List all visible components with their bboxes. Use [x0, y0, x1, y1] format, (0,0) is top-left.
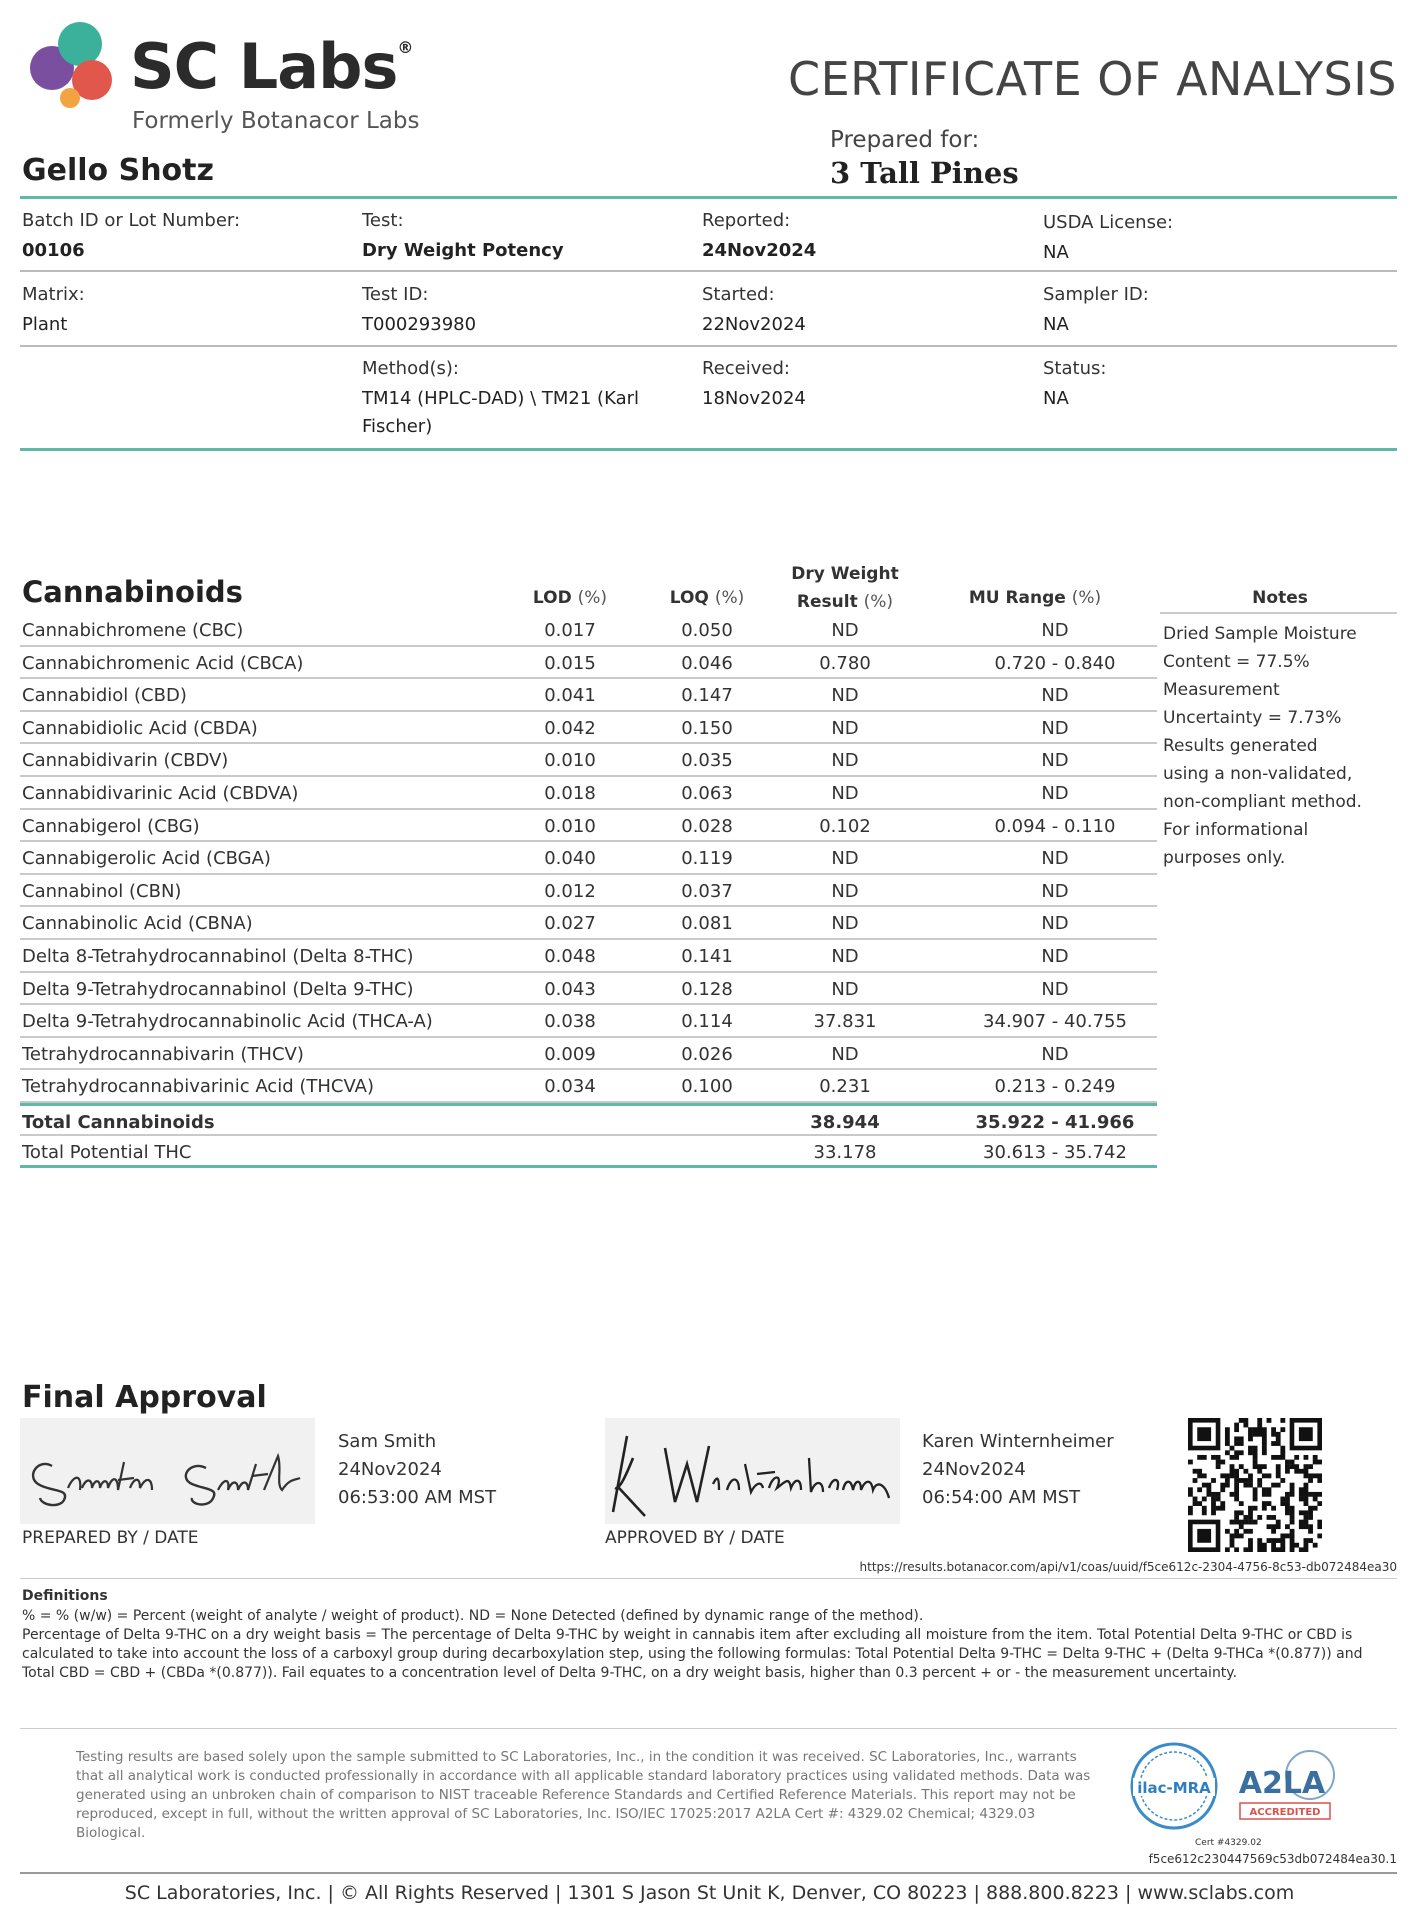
cell-mu: 0.213 - 0.249 [994, 1076, 1116, 1098]
approved-by-details: Karen Winternheimer 24Nov2024 06:54:00 AM MST [922, 1431, 1114, 1508]
cell-mu: ND [1041, 913, 1069, 935]
analyte-name: Cannabichromene (CBC) [22, 620, 244, 641]
methods-info: Method(s): TM14 (HPLC-DAD) \ TM21 (Karl Fischer) [362, 358, 639, 437]
cell-loq: 0.028 [681, 815, 733, 837]
cell-mu: ND [1041, 620, 1069, 641]
table-row [20, 1136, 1157, 1169]
cell-lod: 0.048 [544, 945, 596, 967]
analyte-name: Tetrahydrocannabivarin (THCV) [22, 1043, 304, 1065]
analyte-name: Cannabigerolic Acid (CBGA) [22, 848, 271, 870]
ilac-mra-logo-icon [1125, 1740, 1223, 1832]
status-info: Status: NA [1043, 358, 1107, 409]
prepared-signature-icon [20, 1418, 315, 1524]
analyte-name: Delta 9-Tetrahydrocannabinol (Delta 9-THC) [22, 978, 414, 1000]
reported-info: Reported: 24Nov2024 [702, 210, 817, 261]
info-bottom-divider [20, 448, 1397, 451]
cell-loq: 0.081 [681, 913, 733, 935]
cell-loq: 0.037 [681, 880, 733, 902]
cell-lod: 0.015 [544, 652, 596, 674]
cell-lod: 0.018 [544, 782, 596, 804]
analyte-name: Cannabichromenic Acid (CBCA) [22, 652, 304, 674]
cell-lod: 0.027 [544, 913, 596, 935]
cell-result: 38.944 [810, 1111, 880, 1133]
table-row [20, 875, 1157, 908]
cell-lod: 0.034 [544, 1076, 596, 1098]
brand-subtitle: Formerly Botanacor Labs [132, 108, 420, 134]
analyte-name: Cannabinolic Acid (CBNA) [22, 913, 253, 935]
approved-by-caption: APPROVED BY / DATE [605, 1528, 785, 1548]
notes-line: Results generated [1163, 736, 1318, 756]
cell-loq: 0.119 [681, 848, 733, 870]
svg-text:A2LA: A2LA [1238, 1766, 1326, 1801]
cell-result: ND [831, 620, 859, 641]
cell-loq: 0.050 [681, 620, 733, 641]
approved-signature [605, 1418, 900, 1524]
table-row [20, 777, 1157, 810]
cell-loq: 0.141 [681, 945, 733, 967]
cell-result: 0.780 [819, 652, 871, 674]
cell-lod: 0.040 [544, 848, 596, 870]
analyte-name: Cannabidiol (CBD) [22, 685, 187, 707]
matrix-info: Matrix: Plant [22, 284, 85, 335]
cell-mu: 0.720 - 0.840 [994, 652, 1116, 674]
notes-line: Measurement [1163, 680, 1280, 700]
cell-result: ND [831, 717, 859, 739]
notes-header: Notes [1252, 588, 1308, 608]
table-row [20, 940, 1157, 973]
batch-info: Batch ID or Lot Number: 00106 [22, 210, 241, 261]
cell-mu: ND [1041, 717, 1069, 739]
results-url[interactable]: https://results.botanacor.com/api/v1/coas/uuid/f5ce612c-2304-4756-8c53-db072484ea30 [859, 1560, 1397, 1574]
usda-info: USDA License: NA [1043, 212, 1174, 263]
cell-mu: 34.907 - 40.755 [983, 1011, 1127, 1033]
cell-result: ND [831, 945, 859, 967]
cell-lod: 0.010 [544, 815, 596, 837]
definitions-divider [20, 1728, 1397, 1729]
table-row [20, 679, 1157, 712]
cell-loq: 0.046 [681, 652, 733, 674]
cell-result: 0.102 [819, 815, 871, 837]
table-row [20, 1038, 1157, 1071]
cell-mu: ND [1041, 945, 1069, 967]
cell-mu: ND [1041, 782, 1069, 804]
definitions-title: Definitions [22, 1588, 108, 1604]
table-row [20, 810, 1157, 843]
cell-result: 33.178 [813, 1141, 877, 1163]
svg-text:ACCREDITED: ACCREDITED [1249, 1807, 1321, 1818]
product-name: Gello Shotz [22, 153, 214, 188]
notes-line: purposes only. [1163, 848, 1286, 868]
sampler-info: Sampler ID: NA [1043, 284, 1149, 335]
final-approval-title: Final Approval [22, 1380, 267, 1415]
cell-lod: 0.038 [544, 1011, 596, 1033]
analyte-name: Cannabidivarinic Acid (CBDVA) [22, 782, 299, 804]
notes-line: Uncertainty = 7.73% [1163, 708, 1342, 728]
analyte-name: Cannabidivarin (CBDV) [22, 750, 229, 772]
table-row [20, 973, 1157, 1006]
table-row [20, 1070, 1157, 1103]
test-info: Test: Dry Weight Potency [362, 210, 564, 261]
a2la-accredited-logo-icon [1232, 1745, 1338, 1825]
cell-lod: 0.012 [544, 880, 596, 902]
analyte-name: Cannabidiolic Acid (CBDA) [22, 717, 258, 739]
disclaimer-text: Testing results are based solely upon the sample submitted to SC Laboratories, Inc., in the condition it was received. SC Laboratories, Inc., warrants that all analytical work is conducted professionally in accordance with all applicable standard laboratory practices using validated methods. Data was generated using an unbroken chain of comparison to NIST traceable Reference Standards and Certified Reference Materials. This report may not be reproduced, except in full, without the written approval of SC Laboratories, Inc. ISO/IEC 17025:2017 A2LA Cert #: 4329.02 Chemical; 4329.03 Biological. [76, 1749, 1091, 1841]
brand-name: SC Labs® [130, 30, 413, 103]
approved-signature-icon [605, 1418, 900, 1524]
analyte-name: Delta 8-Tetrahydrocannabinol (Delta 8-THC) [22, 945, 414, 967]
notes-line: non-compliant method. [1163, 792, 1362, 812]
info-divider-2 [20, 345, 1397, 347]
cell-loq: 0.150 [681, 717, 733, 739]
cell-result: ND [831, 685, 859, 707]
table-row [20, 842, 1157, 875]
cell-loq: 0.128 [681, 978, 733, 1000]
sc-labs-logo [22, 18, 462, 134]
started-info: Started: 22Nov2024 [702, 284, 806, 335]
notes-line: using a non-validated, [1163, 764, 1353, 784]
cell-loq: 0.100 [681, 1076, 733, 1098]
header-divider [20, 196, 1397, 199]
analyte-name: Delta 9-Tetrahydrocannabinolic Acid (THCA-A) [22, 1011, 433, 1033]
cell-loq: 0.147 [681, 685, 733, 707]
analyte-name: Cannabigerol (CBG) [22, 815, 200, 837]
cell-mu: ND [1041, 1043, 1069, 1065]
cell-mu: 35.922 - 41.966 [975, 1111, 1135, 1133]
cell-result: ND [831, 750, 859, 772]
table-row [20, 907, 1157, 940]
cell-result: ND [831, 978, 859, 1000]
approval-divider [20, 1578, 1397, 1579]
lod-header: LOD (%) [532, 588, 608, 608]
received-info: Received: 18Nov2024 [702, 358, 806, 409]
definitions-text: % = % (w/w) = Percent (weight of analyte / weight of product). ND = None Detected (defined by dynamic range of the method). Percentage of Delta 9-THC on a dry weight basis = The percentage of Delta 9-THC by weight in cannabis item after excluding all moisture from the item. Total Potential Delta 9-THC or CBD is calculated to take into account the loss of a carboxyl group during decarboxylation step, using the following formulas: Total Potential Delta 9-THC = Delta 9-THC + (Delta 9-THCa *(0.877)) and Total CBD = CBD + (CBDa *(0.877)). Fail equates to a concentration level of Delta 9-THC, on a dry weight basis, higher than 0.3 percent + or - the measurement uncertainty. [22, 1608, 1363, 1681]
loq-header: LOQ (%) [669, 588, 745, 608]
cell-loq: 0.114 [681, 1011, 733, 1033]
analyte-name: Total Potential THC [22, 1141, 192, 1163]
cell-lod: 0.041 [544, 685, 596, 707]
table-row [20, 744, 1157, 777]
cell-lod: 0.043 [544, 978, 596, 1000]
prepared-for-client: 3 Tall Pines [830, 156, 1019, 190]
cell-mu: ND [1041, 750, 1069, 772]
notes-text [1163, 620, 1393, 872]
cell-result: ND [831, 848, 859, 870]
document-title: CERTIFICATE OF ANALYSIS [787, 52, 1397, 106]
notes-line: For informational [1163, 820, 1309, 840]
analyte-name: Tetrahydrocannabivarinic Acid (THCVA) [22, 1076, 374, 1098]
footer-divider [20, 1872, 1397, 1874]
notes-line: Dried Sample Moisture [1163, 624, 1357, 644]
table-row [20, 647, 1157, 680]
svg-text:ilac-MRA: ilac-MRA [1137, 1779, 1211, 1797]
cert-id: f5ce612c230447569c53db072484ea30.1 [1148, 1852, 1397, 1866]
cell-mu: ND [1041, 848, 1069, 870]
cell-mu: 0.094 - 0.110 [994, 815, 1116, 837]
cell-mu: 30.613 - 35.742 [983, 1141, 1127, 1163]
analyte-name: Total Cannabinoids [22, 1111, 215, 1133]
cell-mu: ND [1041, 685, 1069, 707]
cell-mu: ND [1041, 880, 1069, 902]
notes-line: Content = 77.5% [1163, 652, 1310, 672]
qr-code-icon[interactable] [1188, 1418, 1322, 1552]
info-divider-1 [20, 270, 1397, 272]
footer-text: SC Laboratories, Inc. | © All Rights Reserved | 1301 S Jason St Unit K, Denver, CO 80223 | 888.800.8223 | www.sclabs.com [124, 1882, 1295, 1904]
cell-lod: 0.009 [544, 1043, 596, 1065]
cannabinoids-title: Cannabinoids [22, 575, 243, 609]
cell-loq: 0.026 [681, 1043, 733, 1065]
cell-result: ND [831, 913, 859, 935]
cell-result: ND [831, 1043, 859, 1065]
cell-result: 37.831 [813, 1011, 877, 1033]
table-row [20, 614, 1157, 647]
cert-number: Cert #4329.02 [1195, 1838, 1262, 1848]
test-id-info: Test ID: T000293980 [362, 284, 477, 335]
cell-result: ND [831, 782, 859, 804]
cell-result: 0.231 [819, 1076, 871, 1098]
cell-lod: 0.042 [544, 717, 596, 739]
logo-dots-icon [22, 18, 117, 113]
mu-range-header: MU Range (%) [968, 588, 1102, 608]
prepared-by-caption: PREPARED BY / DATE [22, 1528, 199, 1548]
prepared-by-details: Sam Smith 24Nov2024 06:53:00 AM MST [338, 1431, 497, 1508]
cell-loq: 0.035 [681, 750, 733, 772]
cannabinoids-table [20, 614, 1157, 1168]
cell-loq: 0.063 [681, 782, 733, 804]
table-row [20, 712, 1157, 745]
analyte-name: Cannabinol (CBN) [22, 880, 182, 902]
notes-divider [1160, 612, 1397, 614]
table-row [20, 1005, 1157, 1038]
dry-weight-header: Dry Weight Result (%) [791, 564, 899, 612]
cell-lod: 0.010 [544, 750, 596, 772]
table-row [20, 1103, 1157, 1136]
prepared-for-label: Prepared for: [830, 127, 980, 153]
cell-mu: ND [1041, 978, 1069, 1000]
cell-result: ND [831, 880, 859, 902]
cell-lod: 0.017 [544, 620, 596, 641]
prepared-signature [20, 1418, 315, 1524]
